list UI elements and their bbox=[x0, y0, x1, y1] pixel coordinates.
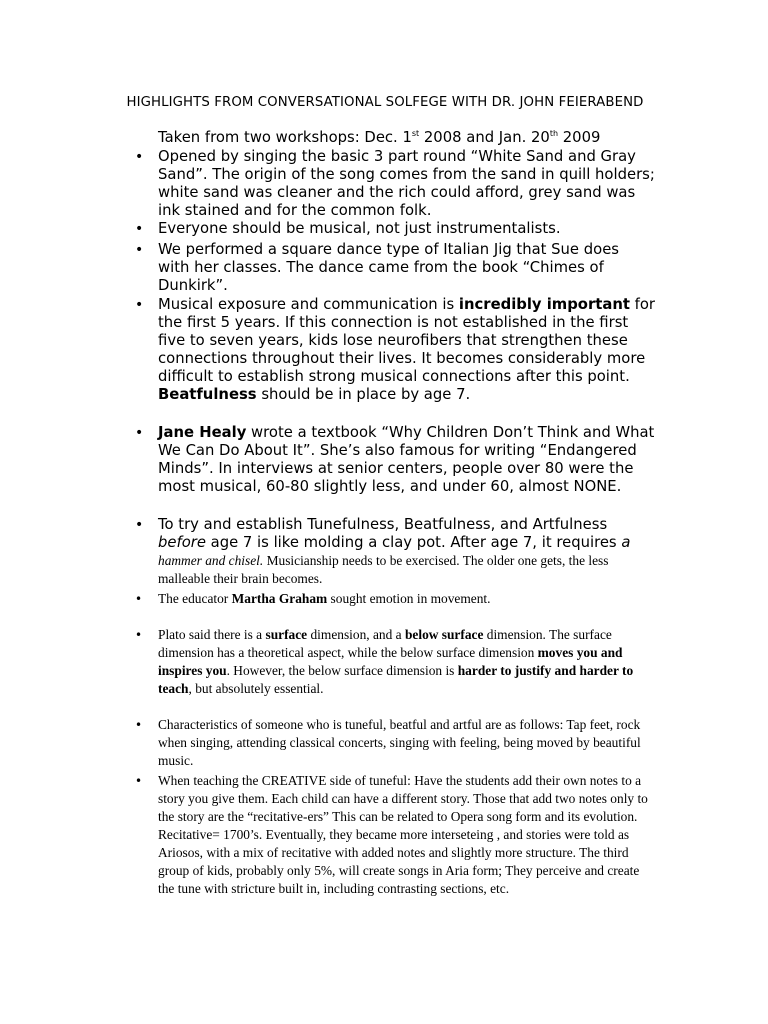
text-run: Plato said there is a bbox=[158, 627, 266, 642]
document-title: HIGHLIGHTS FROM CONVERSATIONAL SOLFEGE WITH DR. JOHN FEIERABEND bbox=[126, 95, 644, 110]
text-run: To try and establish Tunefulness, Beatfulness, and Artfulness bbox=[158, 516, 608, 533]
emphasis-before: before bbox=[158, 534, 206, 551]
list-item bbox=[135, 516, 655, 588]
subtitle-middle: 2008 and Jan. 20 bbox=[419, 129, 550, 146]
list-item-text: We performed a square dance type of Italian Jig that Sue does with her classes. The dance came from the book “Chimes of Dunkirk”. bbox=[158, 241, 620, 294]
list-item-text bbox=[158, 424, 655, 496]
list-item bbox=[135, 241, 655, 295]
list-item bbox=[135, 772, 655, 898]
list-item bbox=[135, 590, 655, 608]
bullet-icon: • bbox=[135, 774, 143, 788]
text-run: dimension, and a bbox=[307, 627, 405, 642]
bullet-icon: • bbox=[135, 628, 143, 642]
text-run: should be in place by age 7. bbox=[256, 386, 471, 403]
subtitle-sup-st: st bbox=[411, 129, 420, 138]
list-item bbox=[135, 148, 655, 220]
list-item-text bbox=[158, 626, 655, 698]
list-item bbox=[135, 716, 655, 770]
emphasis-jane-healy: Jane Healy bbox=[158, 424, 247, 441]
text-run: wrote a textbook “Why Children Don’t Think and What We Can Do About It”. She’s also famous for writing “Endangered Minds”. In interviews at senior centers, people over 80 were the most musical, 60-80 slightly less, and under 60, almost NONE. bbox=[158, 424, 655, 495]
emphasis-surface: surface bbox=[265, 627, 308, 642]
list-item-text: When teaching the CREATIVE side of tuneful: Have the students add their own notes to a story you give them. Each child can have a different story. Those that add two notes only to the story are the “recitative-ers” This can be related to Opera song form and its evolution. Recitative= 1700’s. Eventually, they became more interseteing , and stories were told as Ariosos, with a mix of recitative with added notes and slightly more structure. The third group of kids, probably only 5%, will create songs in Aria form; They perceive and create the tune with stricture built in, including contrasting sections, etc. bbox=[158, 773, 648, 896]
list-item-text bbox=[158, 516, 655, 588]
text-run: sought emotion in movement. bbox=[327, 591, 491, 606]
text-run: , but absolutely essential. bbox=[188, 681, 324, 696]
emphasis-moves-you: moves you and inspires you bbox=[158, 645, 623, 678]
list-item bbox=[135, 424, 655, 496]
bullet-icon: • bbox=[135, 242, 144, 258]
list-item-text: Opened by singing the basic 3 part round “White Sand and Gray Sand”. The origin of the song comes from the sand in quill holders; white sand was cleaner and the rich could afford, grey sand was ink stained and for the common folk. bbox=[158, 148, 655, 219]
bullet-icon: • bbox=[135, 592, 143, 606]
subtitle-prefix: Taken from two workshops: Dec. 1 bbox=[158, 129, 412, 146]
emphasis-martha-graham: Martha Graham bbox=[231, 591, 328, 606]
text-run: . However, the below surface dimension is bbox=[226, 663, 458, 678]
emphasis-incredibly-important: incredibly important bbox=[458, 296, 630, 313]
emphasis-hammer-and-chisel: hammer and chisel. bbox=[158, 553, 264, 568]
text-run: The educator bbox=[158, 591, 232, 606]
bullet-icon: • bbox=[135, 718, 143, 732]
emphasis-a: a bbox=[621, 534, 631, 551]
bullet-icon: • bbox=[135, 149, 144, 165]
emphasis-harder-to-teach: harder to justify and harder to teach bbox=[158, 663, 634, 696]
bullet-icon: • bbox=[135, 425, 144, 441]
bullet-icon: • bbox=[135, 517, 144, 533]
bullet-icon: • bbox=[135, 297, 144, 313]
list-item-text: Characteristics of someone who is tuneful, beatful and artful are as follows: Tap feet, rock when singing, attending classical concerts, singing with feeling, being moved by beautiful music. bbox=[158, 717, 641, 768]
emphasis-beatfulness: Beatfulness bbox=[158, 386, 257, 403]
list-item bbox=[135, 220, 655, 238]
list-item-text bbox=[158, 590, 655, 608]
text-run: age 7 is like molding a clay pot. After age 7, it requires bbox=[205, 534, 622, 551]
list-item bbox=[135, 296, 655, 404]
emphasis-below-surface: below surface bbox=[404, 627, 484, 642]
list-item-text: Everyone should be musical, not just instrumentalists. bbox=[158, 220, 561, 237]
text-run: for the first 5 years. If this connection is not established in the first five to seven years, kids lose neurofibers that strengthen these connections throughout their lives. It becomes considerably more difficult to establish strong musical connections after this point. bbox=[158, 296, 655, 385]
bullet-icon: • bbox=[135, 221, 144, 237]
list-item bbox=[135, 626, 655, 698]
subtitle-suffix: 2009 bbox=[558, 129, 601, 146]
text-run: Musical exposure and communication is bbox=[158, 296, 459, 313]
text-run: Musicianship needs to be exercised. The older one gets, the less malleable their brain becomes. bbox=[158, 553, 609, 586]
document-subtitle bbox=[158, 129, 600, 147]
subtitle-sup-th: th bbox=[549, 129, 559, 138]
text-run: dimension. The surface dimension has a theoretical aspect, while the below surface dimension bbox=[158, 627, 612, 660]
list-item-text bbox=[158, 296, 655, 404]
